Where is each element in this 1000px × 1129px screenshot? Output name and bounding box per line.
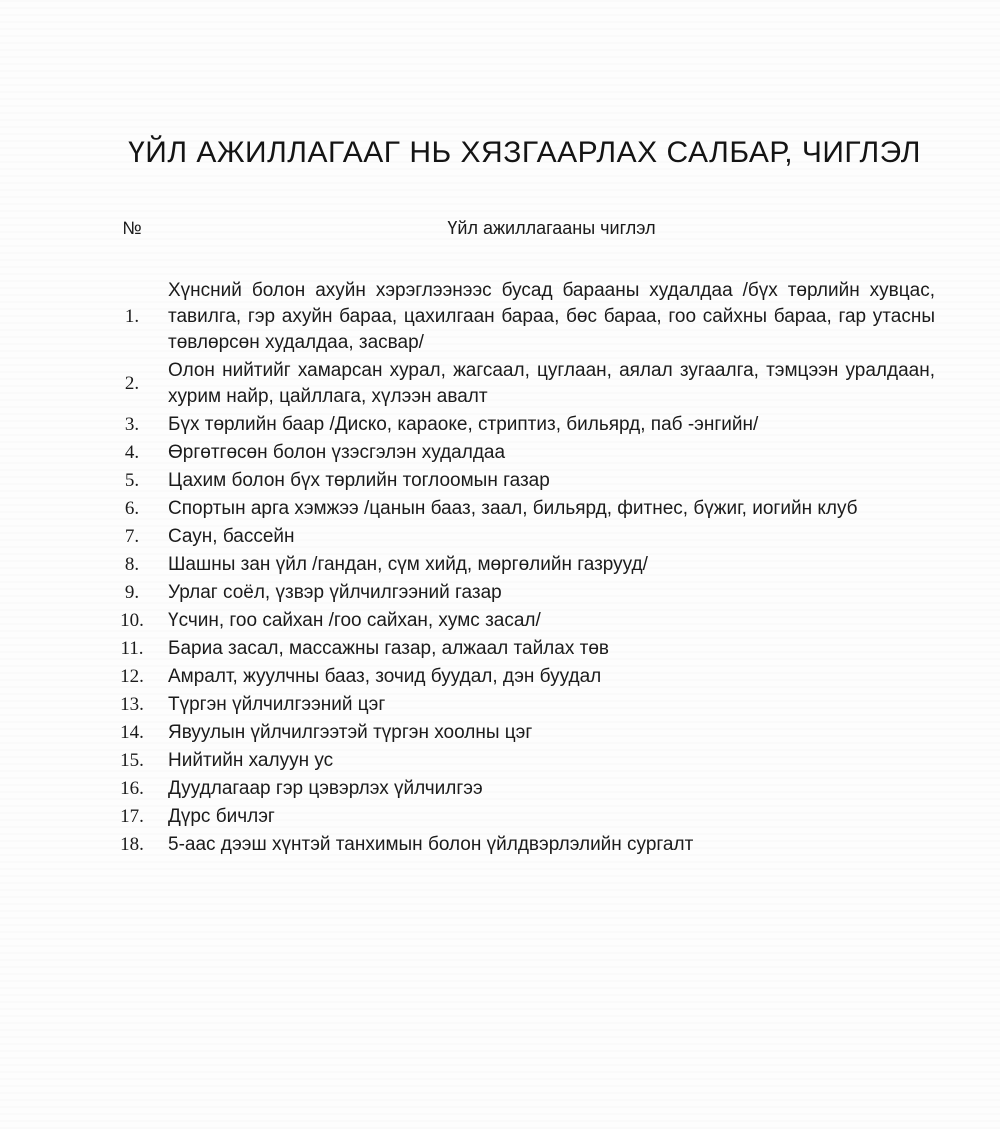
row-number: 16. [120,778,144,799]
row-text: Саун, бассейн [168,526,295,547]
row-text: Өргөтгөсөн болон үзэсгэлэн худалдаа [168,442,506,463]
row-text: Олон нийтийг хамарсан хурал, жагсаал, цуглаан, аялал зугаалга, тэмцээн уралдаан, хурим найр, цайллага, хүлээн авалт [168,360,935,407]
row-number: 9. [124,582,140,603]
table-row [114,691,935,719]
table-row [114,635,935,663]
row-number: 11. [120,638,144,659]
row-text: Шашны зан үйл /гандан, сүм хийд, мөргөлийн газрууд/ [168,554,648,575]
row-text: Дуудлагаар гэр цэвэрлэх үйлчилгээ [168,778,483,799]
row-text: Цахим болон бүх төрлийн тоглоомын газар [168,470,550,491]
row-number: 3. [124,414,140,435]
table-row [114,719,935,747]
table-row [114,467,935,495]
row-number: 7. [124,526,140,547]
row-number: 15. [120,750,144,771]
row-number: 2. [124,373,140,394]
row-number: 8. [124,554,140,575]
row-number: 4. [124,442,140,463]
row-text: Амралт, жуулчны бааз, зочид буудал, дэн буудал [168,666,602,687]
table-body [114,277,935,859]
table-row [114,579,935,607]
table-row [114,523,935,551]
row-number: 6. [124,498,140,519]
table-row [114,803,935,831]
row-number: 18. [120,834,144,855]
table-row [114,277,935,357]
table-row [114,439,935,467]
table-row [114,411,935,439]
row-number: 1. [124,306,140,327]
row-text: Хүнсний болон ахуйн хэрэглээнээс бусад барааны худалдаа /бүх төрлийн хувцас, тавилга, гэр ахуйн бараа, цахилгаан бараа, бөс бараа, гоо сайхны бараа, гар утасны төвлөрсөн худалдаа, засвар/ [168,280,935,353]
table-row [114,747,935,775]
row-number: 5. [124,470,140,491]
row-text: Нийтийн халуун ус [168,750,334,771]
row-text: Түргэн үйлчилгээний цэг [168,694,386,715]
row-number: 10. [120,610,144,631]
row-text: 5-аас дээш хүнтэй танхимын болон үйлдвэрлэлийн сургалт [168,834,694,855]
row-number: 17. [120,806,144,827]
table-row [114,831,935,859]
table-row [114,663,935,691]
row-text: Спортын арга хэмжээ /цанын бааз, заал, бильярд, фитнес, бүжиг, иогийн клуб [168,498,858,519]
table-row [114,495,935,523]
row-number: 13. [120,694,144,715]
row-text: Урлаг соёл, үзвэр үйлчилгээний газар [168,582,502,603]
row-text: Үсчин, гоо сайхан /гоо сайхан, хумс засал/ [168,610,541,631]
table-row [114,551,935,579]
column-header-direction: Үйл ажиллагааны чиглэл [447,218,656,238]
row-number: 14. [120,722,144,743]
table-header-row [114,218,935,239]
table-row [114,607,935,635]
column-header-number: № [122,218,142,238]
row-number: 12. [120,666,144,687]
row-text: Бариа засал, массажны газар, алжаал тайлах төв [168,638,609,659]
table-row [114,775,935,803]
row-text: Дүрс бичлэг [168,806,275,827]
row-text: Явуулын үйлчилгээтэй түргэн хоолны цэг [168,722,533,743]
activity-table [114,218,935,859]
row-text: Бүх төрлийн баар /Диско, караоке, стриптиз, бильярд, паб -энгийн/ [168,414,759,435]
table-row [114,357,935,411]
page-title: ҮЙЛ АЖИЛЛАГААГ НЬ ХЯЗГААРЛАХ САЛБАР, ЧИГЛЭЛ [128,136,921,169]
